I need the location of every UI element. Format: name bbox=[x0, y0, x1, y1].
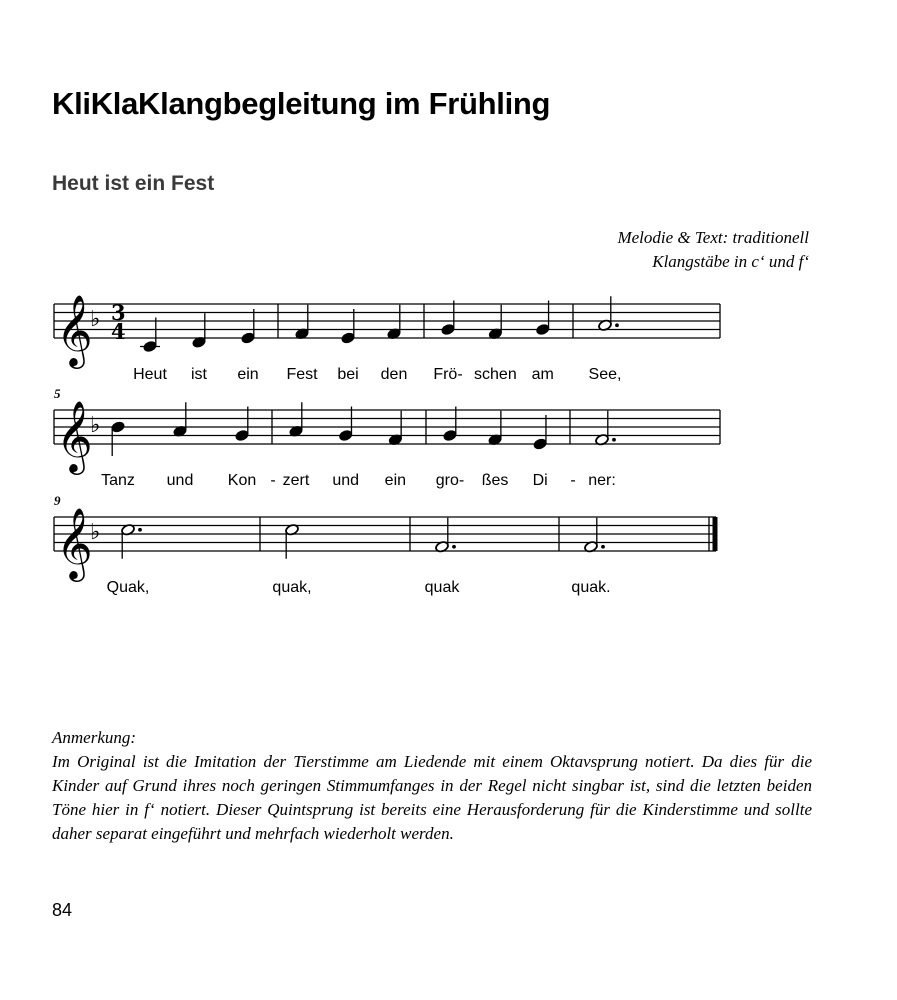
annotation-heading: Anmerkung: bbox=[52, 728, 137, 747]
lyric-syllable: Tanz bbox=[101, 472, 135, 489]
lyric-syllable: ein bbox=[237, 366, 259, 383]
song-title: Heut ist ein Fest bbox=[52, 172, 215, 195]
lyric-syllable: zert bbox=[282, 472, 310, 489]
lyric-syllable: ist bbox=[191, 366, 207, 383]
page-title: KliKlaKlangbegleitung im Frühling bbox=[52, 86, 551, 121]
lyric-syllable: Heut bbox=[133, 366, 167, 383]
note-dot bbox=[615, 323, 619, 327]
note-dot bbox=[452, 545, 456, 549]
lyric-syllable: quak, bbox=[272, 579, 312, 596]
lyric-syllable: Di bbox=[532, 472, 548, 489]
key-signature-flat: ♭ bbox=[90, 520, 101, 545]
note-dot bbox=[138, 528, 142, 532]
page-number: 84 bbox=[52, 900, 73, 920]
lyric-hyphen: - bbox=[570, 472, 576, 489]
credits-instruments: Klangstäbe in c‘ und f‘ bbox=[652, 252, 809, 271]
credits-melody-text: Melodie & Text: traditionell bbox=[617, 228, 809, 247]
lyric-syllable: quak bbox=[424, 579, 460, 596]
measure-number: 9 bbox=[54, 493, 61, 508]
note-dot bbox=[601, 545, 605, 549]
time-signature-bottom: 4 bbox=[111, 319, 126, 344]
time-signature-top: 3 bbox=[111, 300, 126, 325]
lyric-syllable: Frö- bbox=[433, 366, 463, 383]
lyric-syllable: Quak, bbox=[106, 579, 150, 596]
lyric-syllable: bei bbox=[337, 366, 359, 383]
treble-clef: 𝄞 bbox=[56, 293, 93, 366]
lyric-syllable: ner: bbox=[588, 472, 616, 489]
lyric-syllable: schen bbox=[474, 366, 517, 383]
lyric-syllable: Kon bbox=[227, 472, 257, 489]
lyric-syllable: und bbox=[332, 472, 360, 489]
note-dot bbox=[612, 438, 616, 442]
measure-number: 5 bbox=[54, 386, 61, 401]
lyric-syllable: quak. bbox=[571, 579, 611, 596]
final-bar-line bbox=[713, 517, 718, 551]
treble-clef: 𝄞 bbox=[56, 399, 93, 472]
key-signature-flat: ♭ bbox=[90, 307, 101, 332]
lyric-syllable: Fest bbox=[286, 366, 318, 383]
lyric-syllable: ein bbox=[384, 472, 407, 489]
lyric-syllable: und bbox=[166, 472, 194, 489]
lyric-hyphen: - bbox=[270, 472, 276, 489]
lyric-syllable: den bbox=[380, 366, 408, 383]
lyric-syllable: am bbox=[531, 366, 554, 383]
annotation bbox=[52, 726, 812, 846]
lyric-syllable: gro- bbox=[435, 472, 465, 489]
lyric-syllable: ßes bbox=[481, 472, 509, 489]
lyric-syllable: See, bbox=[588, 366, 622, 383]
key-signature-flat: ♭ bbox=[90, 413, 101, 438]
annotation-text: Im Original ist die Imitation der Tierstimme am Liedende mit einem Oktavsprung notiert. Da dies für die Kinder auf Grund ihres noch geringen Stimmumfanges in der Regel nicht singbar ist, sind die letzten beiden Töne hier in f‘ notiert. Dieser Quintsprung ist bereits eine Herausforderung für die Kinderstimme und sollte daher separat eingeführt und mehrfach wiederholt werden. bbox=[52, 752, 812, 843]
treble-clef: 𝄞 bbox=[56, 506, 93, 579]
